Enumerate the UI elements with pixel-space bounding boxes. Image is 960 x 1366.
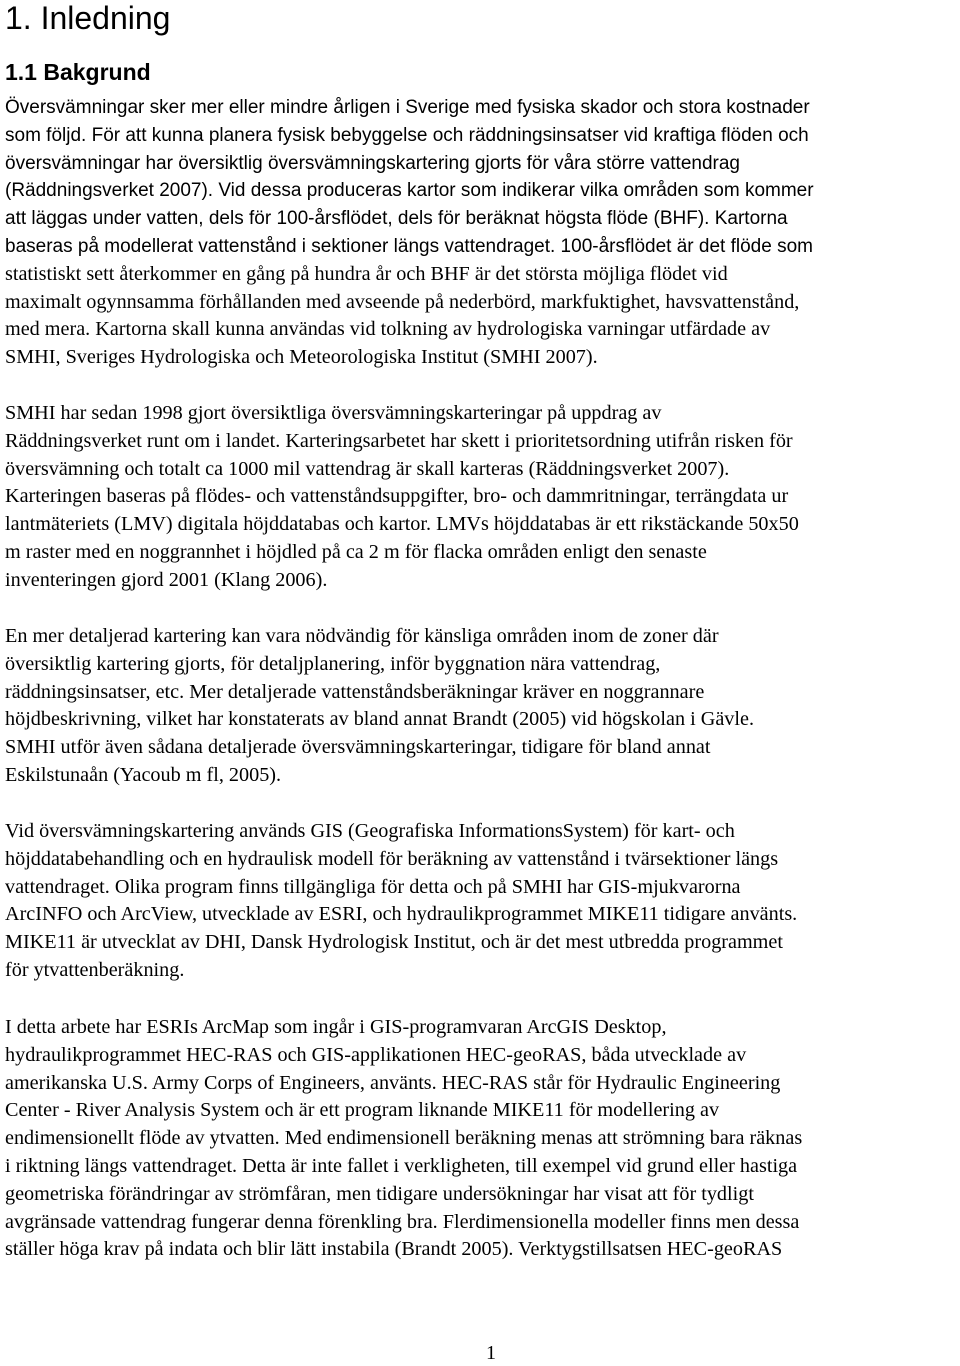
text-line: maximalt ogynnsamma förhållanden med avseende på nederbörd, markfuktighet, havsvattenstånd,: [5, 290, 800, 313]
text-line: översiktlig kartering gjorts, för detaljplanering, inför byggnation nära vattendrag,: [5, 652, 661, 675]
text-line: amerikanska U.S. Army Corps of Engineers, använts. HEC-RAS står för Hydraulic Engineering: [5, 1071, 781, 1094]
paragraph-5: [5, 1014, 960, 1264]
text-line: lantmäteriets (LMV) digitala höjddatabas och kartor. LMVs höjddatabas är ett rikstäckande 50x50: [5, 513, 799, 536]
paragraph-4: [5, 818, 960, 985]
text-line: m raster med en noggrannhet i höjdled på ca 2 m för flacka områden enligt den senaste: [5, 540, 707, 563]
paragraph-3: [5, 623, 960, 790]
text-line: översvämning och totalt ca 1000 mil vattendrag är skall karteras (Räddningsverket 2007).: [5, 457, 730, 480]
text-line: med mera. Kartorna skall kunna användas vid tolkning av hydrologiska varningar utfärdade av: [5, 318, 771, 341]
text-line: Räddningsverket runt om i landet. Karteringsarbetet har skett i prioritetsordning utifrån risken för: [5, 429, 793, 452]
text-line: Eskilstunaån (Yacoub m fl, 2005).: [5, 763, 282, 786]
text-line: avgränsade vattendrag fungerar denna förenkling bra. Flerdimensionella modeller finns men dessa: [5, 1210, 800, 1233]
text-line: räddningsinsatser, etc. Mer detaljerade vattenståndsberäkningar kräver en noggrannare: [5, 680, 705, 703]
text-line: Center - River Analysis System och är ett program liknande MIKE11 för modellering av: [5, 1099, 720, 1122]
text-line: geometriska förändringar av strömfåran, men tidigare undersökningar har visat att för tydligt: [5, 1182, 754, 1205]
text-line: höjddatabehandling och en hydraulisk modell för beräkning av vattenstånd i tvärsektioner längs: [5, 847, 779, 870]
text-line: översvämningar har översiktlig översvämningskartering gjorts för våra större vattendrag: [5, 152, 740, 174]
text-line: i riktning längs vattendraget. Detta är inte fallet i verkligheten, till exempel vid grund eller hastiga: [5, 1154, 798, 1177]
text-line: inventeringen gjord 2001 (Klang 2006).: [5, 568, 328, 591]
text-line: Karteringen baseras på flödes- och vattenståndsuppgifter, bro- och dammritningar, terrängdata ur: [5, 485, 789, 508]
text-line: baseras på modellerat vattenstånd i sektioner längs vattendraget. 100-årsflödet är det flöde som: [5, 235, 813, 257]
text-line: endimensionellt flöde av ytvatten. Med endimensionell beräkning menas att strömning bara räknas: [5, 1127, 803, 1150]
text-line: vattendraget. Olika program finns tillgängliga för detta och på SMHI har GIS-mjukvarorna: [5, 875, 741, 898]
text-line: SMHI utför även sådana detaljerade översvämningskarteringar, tidigare för bland annat: [5, 736, 711, 759]
text-line: ställer höga krav på indata och blir lätt instabila (Brandt 2005). Verktygstillsatsen HEC-geoRAS: [5, 1238, 783, 1261]
text-line: En mer detaljerad kartering kan vara nödvändig för känsliga områden inom de zoner där: [5, 625, 719, 647]
text-line: MIKE11 är utvecklat av DHI, Dansk Hydrologisk Institut, och är det mest utbredda programmet: [5, 931, 783, 954]
text-line: I detta arbete har ESRIs ArcMap som ingår i GIS-programvaran ArcGIS Desktop,: [5, 1016, 667, 1038]
text-line: Vid översvämningskartering används GIS (Geografiska InformationsSystem) för kart- och: [5, 820, 735, 842]
text-line: hydraulikprogrammet HEC-RAS och GIS-applikationen HEC-geoRAS, båda utvecklade av: [5, 1043, 747, 1066]
text-line: statistiskt sett återkommer en gång på hundra år och BHF är det största möjliga flödet vid: [5, 262, 728, 285]
chapter-heading: 1. Inledning: [5, 0, 171, 36]
text-line: för ytvattenberäkning.: [5, 958, 185, 981]
text-line: Översvämningar sker mer eller mindre årligen i Sverige med fysiska skador och stora kostnader: [5, 97, 810, 118]
section-heading: 1.1 Bakgrund: [5, 59, 151, 85]
text-line: SMHI, Sveriges Hydrologiska och Meteorologiska Institut (SMHI 2007).: [5, 346, 598, 369]
text-line: (Räddningsverket 2007). Vid dessa produceras kartor som indikerar vilka områden som kommer: [5, 180, 814, 202]
text-line: att läggas under vatten, dels för 100-årsflödet, dels för beräknat högsta flöde (BHF). Kartorna: [5, 208, 788, 230]
text-line: ArcINFO och ArcView, utvecklade av ESRI, och hydraulikprogrammet MIKE11 tidigare använts.: [5, 903, 798, 926]
paragraph-1: [5, 94, 960, 372]
text-line: SMHI har sedan 1998 gjort översiktliga översvämningskarteringar på uppdrag av: [5, 402, 662, 424]
paragraph-2: [5, 400, 960, 595]
text-line: som följd. För att kunna planera fysisk bebyggelse och räddningsinsatser vid kraftiga flöden och: [5, 124, 809, 146]
page-number: 1: [486, 1342, 496, 1364]
text-line: höjdbeskrivning, vilket har konstaterats av bland annat Brandt (2005) vid högskolan i Gävle.: [5, 708, 755, 731]
